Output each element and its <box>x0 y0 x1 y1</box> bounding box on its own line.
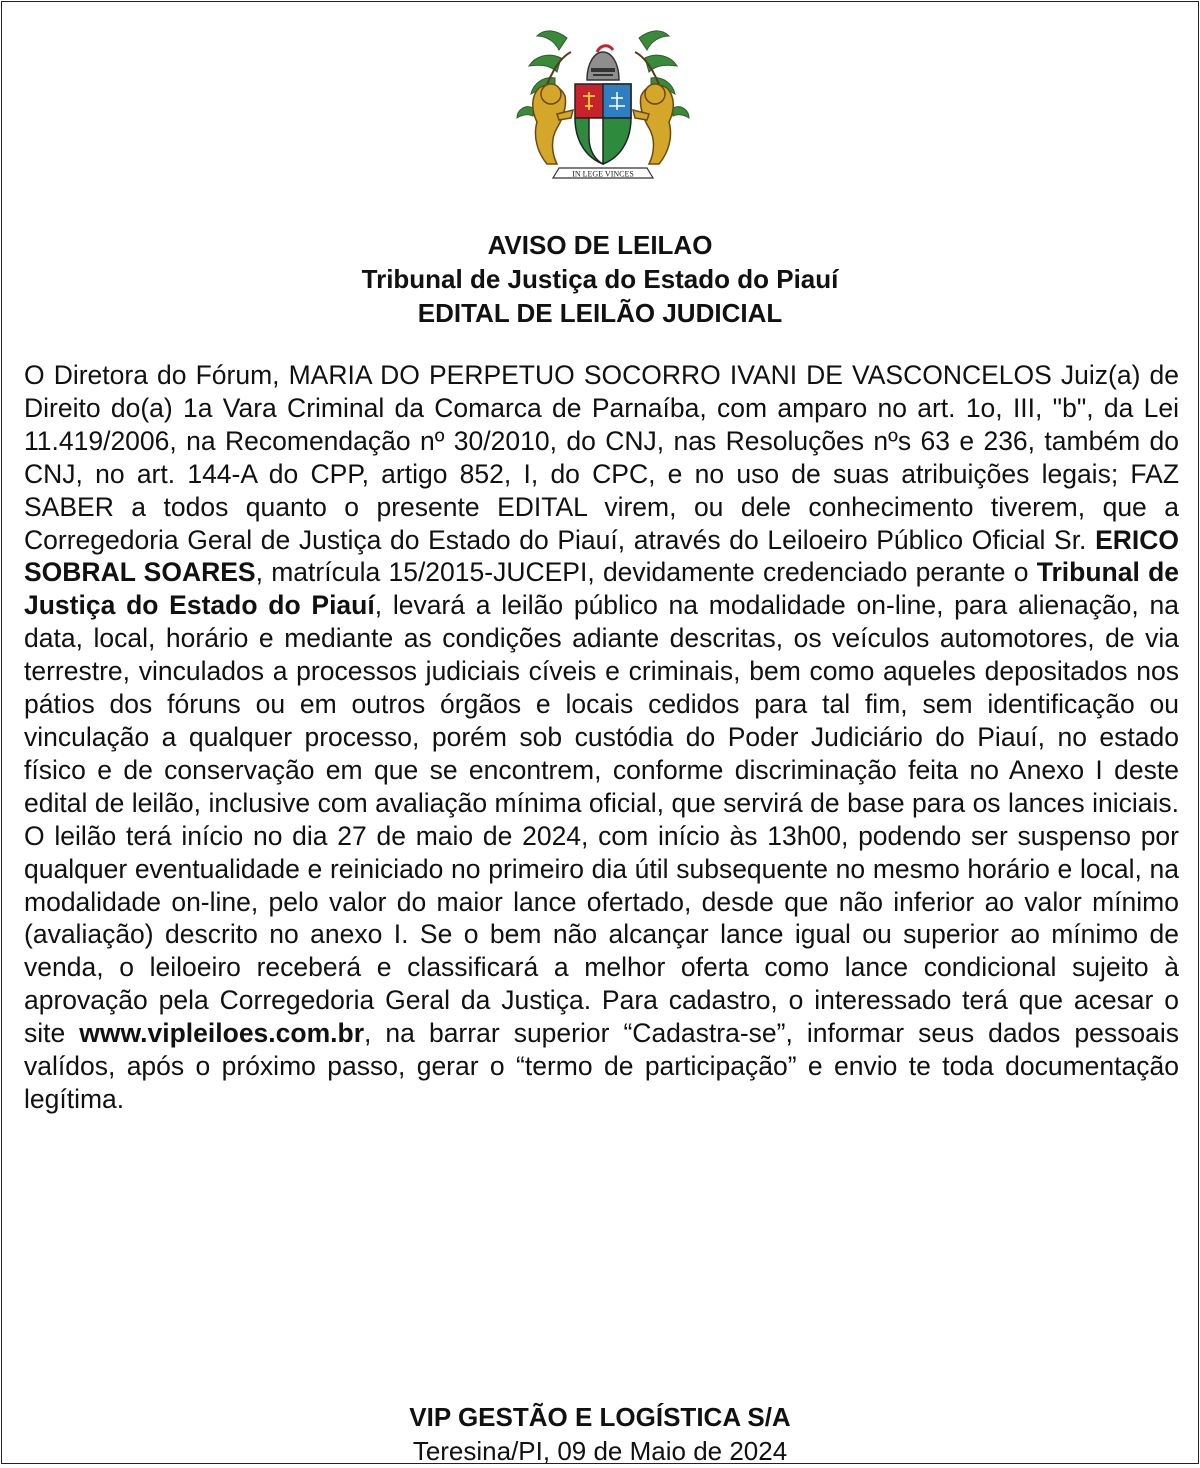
coat-of-arms-emblem <box>497 18 709 188</box>
notice-footer <box>2 1400 1198 1468</box>
notice-body <box>24 359 1179 1116</box>
place-date: Teresina/PI, 09 de Maio de 2024 <box>412 1436 788 1466</box>
website-link[interactable]: www.vipleiloes.com.br <box>79 1018 365 1049</box>
notice-title: AVISO DE LEILAO <box>487 230 713 260</box>
shield <box>575 84 631 164</box>
body-part-1: O Diretora do Fórum, MARIA DO PERPETUO SOCORRO IVANI DE VASCONCELOS Juiz(a) de Direito do(a) 1a Vara Criminal da Comarca de Parnaíba, com amparo no art. 1o, III, "b", da Lei 11.419/2006, na Recomendação nº 30/2010, do CNJ, nas Resoluções nºs 63 e 236, também do CNJ, no art. 144-A do CPP, artigo 852, I, do CPC, e no uso de suas atribuições legais; FAZ SABER a todos quanto o presente EDITAL virem, ou dele conhecimento tiverem, que a Corregedoria Geral de Justiça do Estado do Piauí, através do Leiloeiro Público Oficial Sr. <box>24 360 1179 555</box>
court-name: Tribunal de Justiça do Estado do Piauí <box>24 557 1180 621</box>
body-part-2: , matrícula 15/2015-JUCEPI, devidamente credenciado perante o <box>255 557 1037 588</box>
edict-title: EDITAL DE LEILÃO JUDICIAL <box>417 298 783 328</box>
motto-text: IN LEGE VINCES <box>572 169 634 179</box>
court-name-title: Tribunal de Justiça do Estado do Piauí <box>361 264 839 294</box>
notice-page <box>1 1 1199 1464</box>
notice-heading <box>2 228 1198 330</box>
body-part-3: , levará a leilão público na modalidade on-line, para alienação, na data, local, horário e mediante as condições adiante descritas, os veículos automotores, de via terrestre, vinculados a processos judiciais cíveis e criminais, bem como aqueles depositados nos pátios dos fóruns ou em outros órgãos e locais cedidos para tal fim, sem identificação ou vinculação a qualquer processo, porém sob custódia do Poder Judiciário do Piauí, no estado físico e de conservação em que se encontrem, conforme discriminação feita no Anexo I deste edital de leilão, inclusive com avaliação mínima oficial, que servirá de base para os lances iniciais. O leilão terá início no dia 27 de maio de 2024, com início às 13h00, podendo ser suspenso por qualquer eventualidade e reiniciado no primeiro dia útil subsequente no mesmo horário e local, na modalidade on-line, pelo valor do maior lance ofertado, desde que não inferior ao valor mínimo (avaliação) descrito no anexo I. Se o bem não alcançar lance igual ou superior ao mínimo de venda, o leiloeiro receberá e classificará a melhor oferta como lance condicional sujeito à aprovação pela Corregedoria Geral da Justiça. Para cadastro, o interessado terá que acesar o site <box>24 590 1179 1049</box>
court-coat-of-arms <box>497 18 709 188</box>
auctioneer-name: ERICO SOBRAL SOARES <box>24 524 1179 588</box>
motto-ribbon <box>553 168 653 179</box>
body-part-4: , na barrar superior “Cadastra-se”, informar seus dados pessoais valídos, após o próximo passo, gerar o “termo de participação” e envio te toda documentação legítima. <box>24 1018 1179 1114</box>
left-lion <box>533 84 573 164</box>
helmet <box>587 46 619 80</box>
company-name: VIP GESTÃO E LOGÍSTICA S/A <box>409 1402 791 1432</box>
right-lion <box>633 84 673 164</box>
